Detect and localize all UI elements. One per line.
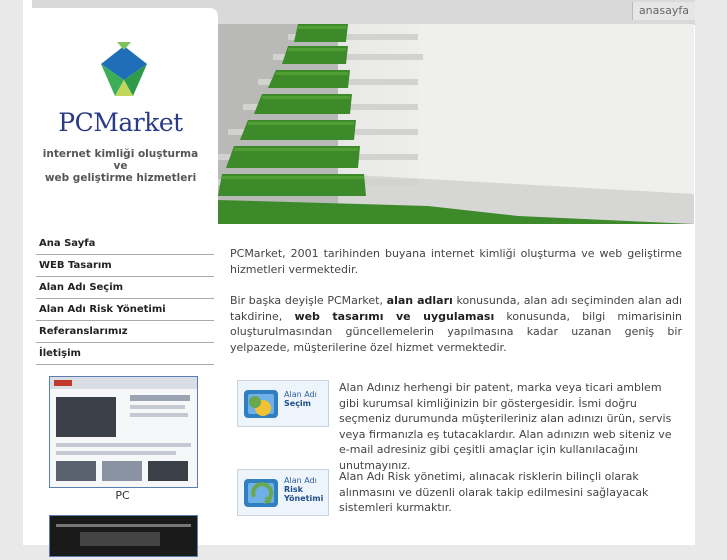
staircase-grass-illustration bbox=[218, 24, 694, 224]
thumbnail-caption-pc: PC bbox=[115, 489, 130, 502]
intro-content bbox=[230, 246, 682, 371]
nav-item-web-tasarim[interactable]: WEB Tasarım bbox=[36, 255, 214, 277]
main-nav bbox=[36, 233, 214, 365]
logo-area[interactable] bbox=[23, 8, 218, 228]
nav-item-alan-adi-secim[interactable]: Alan Adı Seçim bbox=[36, 277, 214, 299]
brand-name: PCMarket bbox=[58, 108, 183, 137]
tagline-line-3: web geliştirme hizmetleri bbox=[44, 172, 197, 184]
banner-line-2: Risk bbox=[284, 485, 303, 494]
tagline bbox=[23, 148, 218, 184]
website-screenshot-icon bbox=[50, 377, 197, 487]
alan-adi-secim-text: Alan Adınız herhengi bir patent, marka veya ticari amblem gibi kurumsal kimliğinizin bir göstergesidir. İsmi doğru seçmeniz durumunda müşterileriniz alan adınızı ürün, servis veya firmanızla eş tutacaklardır. Alan adınızın web siteniz ve e-mail adresiniz gibi çeşitli amaçlar için kullanılacağını unutmayınız. bbox=[339, 381, 672, 472]
pcmarket-logo-icon bbox=[95, 40, 153, 106]
intro-paragraph-2: Bir başka deyişle PCMarket, alan adları konusunda, alan adı seçiminden alan adı takdirine, web tasarımı ve uygulaması konusunda, bilgi mimarisinin oluşturulmasından güncellemelerin yapılmasına kadar uzanan geniş bir yelpazede, müşterilerine özel hizmet vermektedir. bbox=[230, 294, 683, 354]
banner-line-2: Seçim bbox=[284, 399, 312, 408]
alan-adi-risk-banner[interactable] bbox=[237, 469, 329, 516]
nav-item-ana-sayfa[interactable]: Ana Sayfa bbox=[36, 233, 214, 255]
nav-item-referanslar[interactable]: Referanslarımız bbox=[36, 321, 214, 343]
home-link[interactable]: anasayfa bbox=[632, 2, 695, 20]
website-screenshot-icon bbox=[50, 516, 197, 556]
hero-image bbox=[218, 24, 694, 224]
intro-paragraph-1: PCMarket, 2001 tarihinden buyana internet kimliği oluşturma ve web geliştirme hizmetleri vermektedir. bbox=[230, 247, 682, 276]
alan-adi-risk-text: Alan Adı Risk yönetimi, alınacak risklerin bilinçli olarak alınmasını ve düzenli olarak takip edilmesini sağlayacak sistemleri kurmaktır. bbox=[339, 470, 649, 514]
alan-adi-secim-banner[interactable] bbox=[237, 380, 329, 427]
banner-line-1: Alan Adı bbox=[284, 390, 317, 399]
tagline-line-2: ve bbox=[113, 160, 128, 172]
portfolio-thumbnail-2[interactable] bbox=[49, 515, 198, 557]
nav-item-alan-adi-risk[interactable]: Alan Adı Risk Yönetimi bbox=[36, 299, 214, 321]
banner-line-1: Alan Adı bbox=[284, 476, 317, 485]
portfolio-thumbnail-pc[interactable] bbox=[49, 376, 198, 488]
tagline-line-1: internet kimliği oluşturma bbox=[42, 148, 199, 160]
banner-line-3: Yönetimi bbox=[284, 494, 324, 503]
nav-item-iletisim[interactable]: İletişim bbox=[36, 343, 214, 365]
